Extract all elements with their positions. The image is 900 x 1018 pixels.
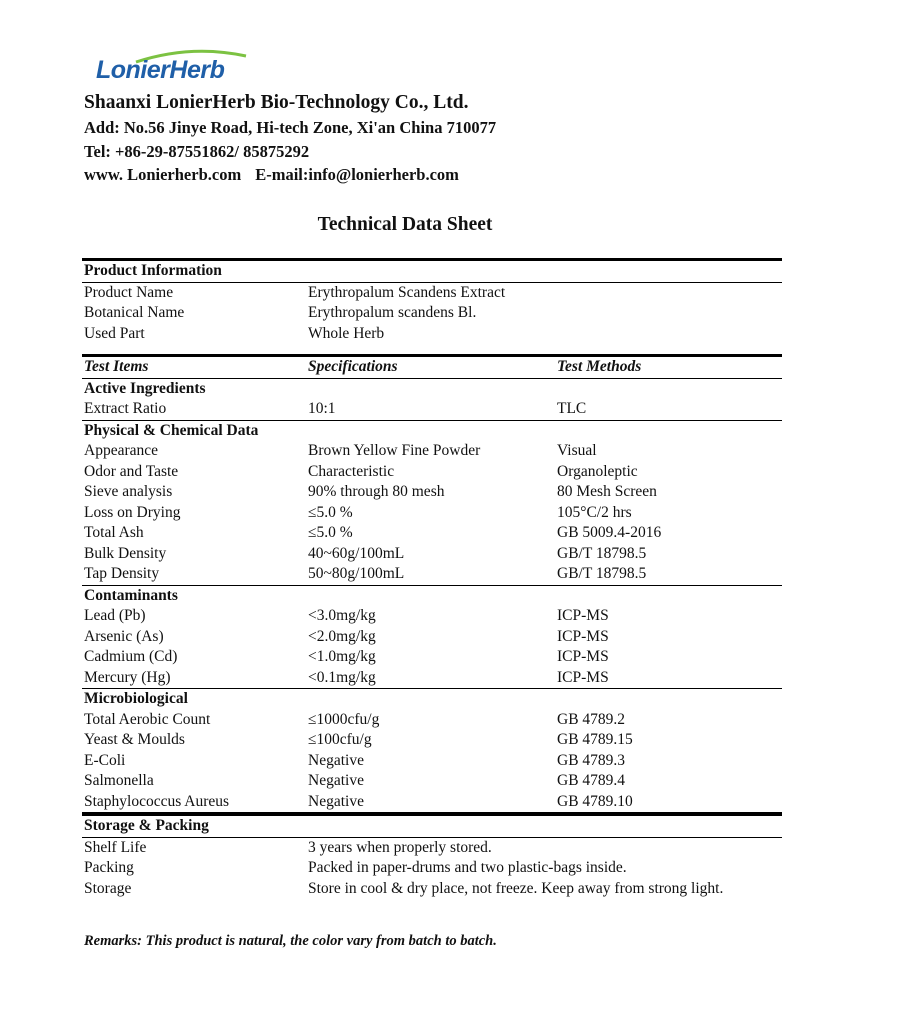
test-row xyxy=(82,730,782,751)
section-heading: Physical & Chemical Data xyxy=(84,421,259,439)
test-item: Appearance xyxy=(84,442,159,459)
info-value: Store in cool & dry place, not freeze. Keep away from strong light. xyxy=(308,879,724,897)
column-header-specs: Specifications xyxy=(308,358,398,375)
section-microbiological xyxy=(82,688,782,710)
test-item: E-Coli xyxy=(84,751,126,769)
info-value: 3 years when properly stored. xyxy=(308,838,492,856)
section-heading: Storage & Packing xyxy=(84,817,209,834)
test-spec: <3.0mg/kg xyxy=(308,607,376,624)
info-row xyxy=(82,303,782,324)
test-item: Sieve analysis xyxy=(84,483,173,500)
test-method: TLC xyxy=(557,400,587,417)
company-contact xyxy=(84,165,459,185)
test-row xyxy=(82,792,782,814)
logo-text: LonierHerb xyxy=(96,56,225,84)
section-heading: Product Information xyxy=(84,262,222,279)
test-spec: ≤5.0 % xyxy=(308,503,353,521)
info-row xyxy=(82,858,782,879)
info-label: Used Part xyxy=(84,324,145,342)
info-label: Product Name xyxy=(84,283,174,301)
section-storage-packing xyxy=(82,813,782,837)
test-method: GB/T 18798.5 xyxy=(557,544,647,562)
section-heading: Microbiological xyxy=(84,690,188,707)
test-method: ICP-MS xyxy=(557,648,609,665)
info-value: Packed in paper-drums and two plastic-bags inside. xyxy=(308,859,627,876)
test-item: Cadmium (Cd) xyxy=(84,648,178,665)
test-method: 80 Mesh Screen xyxy=(557,483,657,500)
section-heading: Contaminants xyxy=(84,586,178,604)
test-spec: 50~80g/100mL xyxy=(308,565,405,582)
test-row xyxy=(82,441,782,462)
test-row xyxy=(82,647,782,668)
test-spec: 40~60g/100mL xyxy=(308,544,405,562)
test-spec: <2.0mg/kg xyxy=(308,627,376,645)
company-logo xyxy=(96,48,276,90)
column-header-items: Test Items xyxy=(84,358,149,375)
test-method: ICP-MS xyxy=(557,627,609,645)
test-item: Odor and Taste xyxy=(84,462,179,480)
company-name: Shaanxi LonierHerb Bio-Technology Co., Ltd. xyxy=(84,92,469,113)
test-row xyxy=(82,606,782,627)
test-item: Bulk Density xyxy=(84,544,167,562)
test-spec: ≤100cfu/g xyxy=(308,731,372,748)
section-active-ingredients xyxy=(82,378,782,400)
test-spec: <0.1mg/kg xyxy=(308,668,376,686)
test-spec: <1.0mg/kg xyxy=(308,648,376,665)
test-method: ICP-MS xyxy=(557,607,609,624)
document-title: Technical Data Sheet xyxy=(317,214,493,235)
test-item: Total Ash xyxy=(84,524,144,541)
info-label: Shelf Life xyxy=(84,838,147,856)
test-row xyxy=(82,399,782,420)
test-spec: ≤5.0 % xyxy=(308,524,353,541)
test-row xyxy=(82,482,782,503)
test-item: Loss on Drying xyxy=(84,503,181,521)
section-product-information xyxy=(82,258,782,282)
test-item: Mercury (Hg) xyxy=(84,668,171,686)
test-method: Visual xyxy=(557,442,597,459)
test-row xyxy=(82,710,782,731)
test-row xyxy=(82,668,782,689)
info-value: Erythropalum scandens Bl. xyxy=(308,304,477,321)
test-method: GB 5009.4-2016 xyxy=(557,524,662,541)
test-row xyxy=(82,751,782,772)
info-value: Erythropalum Scandens Extract xyxy=(308,283,506,301)
test-row xyxy=(82,627,782,648)
test-spec: 10:1 xyxy=(308,400,336,417)
test-spec: ≤1000cfu/g xyxy=(308,710,380,728)
test-method: ICP-MS xyxy=(557,668,609,686)
test-item: Lead (Pb) xyxy=(84,607,146,624)
section-physical-chemical xyxy=(82,420,782,442)
section-contaminants xyxy=(82,585,782,607)
column-header-methods: Test Methods xyxy=(557,358,642,375)
data-sheet-table xyxy=(82,258,782,899)
column-header-row xyxy=(82,354,782,378)
test-item: Arsenic (As) xyxy=(84,627,164,645)
info-value: Whole Herb xyxy=(308,324,385,342)
company-address: Add: No.56 Jinye Road, Hi-tech Zone, Xi'an China 710077 xyxy=(84,118,497,137)
test-row xyxy=(82,564,782,585)
info-label: Packing xyxy=(84,859,134,876)
test-spec: Brown Yellow Fine Powder xyxy=(308,442,481,459)
test-row xyxy=(82,503,782,524)
info-row xyxy=(82,324,782,345)
test-method: Organoleptic xyxy=(557,462,638,480)
info-label: Botanical Name xyxy=(84,304,185,321)
test-spec: 90% through 80 mesh xyxy=(308,483,445,500)
test-spec: Characteristic xyxy=(308,462,395,480)
test-method: GB/T 18798.5 xyxy=(557,565,647,582)
test-row xyxy=(82,771,782,792)
info-row xyxy=(82,837,782,859)
company-website: www. Lonierherb.com xyxy=(84,165,242,184)
test-spec: Negative xyxy=(308,772,364,789)
test-item: Staphylococcus Aureus xyxy=(84,792,230,810)
test-row xyxy=(82,462,782,483)
info-row xyxy=(82,879,782,900)
test-row xyxy=(82,544,782,565)
test-spec: Negative xyxy=(308,792,364,810)
test-method: 105°C/2 hrs xyxy=(557,503,632,521)
test-spec: Negative xyxy=(308,751,364,769)
test-item: Total Aerobic Count xyxy=(84,710,211,728)
info-label: Storage xyxy=(84,879,132,897)
test-row xyxy=(82,523,782,544)
company-tel: Tel: +86-29-87551862/ 85875292 xyxy=(84,142,310,161)
test-method: GB 4789.10 xyxy=(557,792,633,810)
test-method: GB 4789.3 xyxy=(557,751,626,769)
test-method: GB 4789.4 xyxy=(557,772,626,789)
remarks-note: Remarks: This product is natural, the color vary from batch to batch. xyxy=(84,933,497,949)
test-item: Extract Ratio xyxy=(84,400,167,417)
info-row xyxy=(82,282,782,304)
test-method: GB 4789.15 xyxy=(557,731,633,748)
section-heading: Active Ingredients xyxy=(84,379,206,397)
test-item: Yeast & Moulds xyxy=(84,731,185,748)
test-item: Salmonella xyxy=(84,772,154,789)
test-item: Tap Density xyxy=(84,565,160,582)
company-email: E-mail:info@lonierherb.com xyxy=(255,165,459,184)
test-method: GB 4789.2 xyxy=(557,710,626,728)
